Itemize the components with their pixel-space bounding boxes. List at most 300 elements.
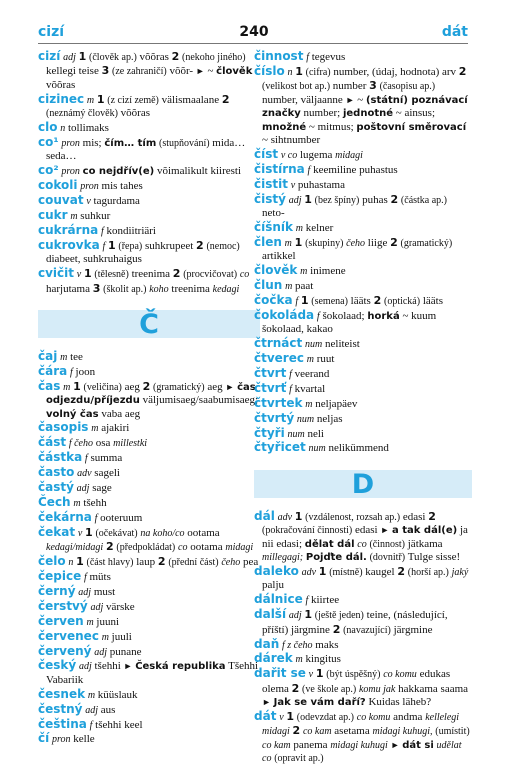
translation: ja nii edasi; [262,524,468,550]
headword: čas [38,378,61,393]
dictionary-entry [254,510,472,565]
phrase: Pojďte dál. [305,552,367,564]
part-of-speech: kedagi/midagi [46,542,104,554]
sense-number: 2 [292,724,301,738]
translation: lugema [300,148,333,161]
dictionary-entry [38,703,260,717]
part-of-speech: n [68,557,74,569]
note: (z cizí země) [107,94,159,106]
dictionary-entry [38,136,260,164]
dictionary-entry [254,608,472,637]
headword: dál [254,508,275,523]
translation: number, (údaj, hodnota) arv [333,65,457,78]
part-of-speech: adj [63,52,76,63]
headword: čtvrt [254,365,287,380]
guide-word-right: dát [441,24,468,40]
dictionary-entry [254,441,472,455]
phrase: dělat dál [304,538,355,550]
headword: další [254,607,287,622]
note: (pokračování činnosti) [262,525,353,537]
left-column [38,50,260,747]
part-of-speech: num [296,413,315,425]
headword: časopis [38,420,89,435]
translation: diabeet, suhkruhaigus [46,253,142,266]
phrase-arrow: ► [345,94,355,105]
translation: jätkama [407,537,443,550]
dictionary-entry [254,309,472,337]
phrase: poštovní směrovací [356,121,467,133]
translation: nelikümmend [328,442,389,455]
translation: osa [95,437,111,450]
headword: co¹ [38,134,59,149]
part-of-speech: midagi kuhugi [330,739,388,751]
translation: paat [295,280,314,292]
sense-number: 1 [315,667,324,681]
headword: couvat [38,193,84,208]
translation: neljas [316,412,343,425]
sense-number: 1 [295,64,303,78]
section-letter: D [351,468,375,500]
translation: edasi [355,524,378,537]
part-of-speech: udělat co [262,739,462,765]
note: (část hlavy) [86,557,134,569]
section-letter: Č [139,308,159,340]
headword: Čech [38,494,71,509]
dictionary-entry [38,209,260,223]
headword: čekárna [38,509,92,524]
phrase: horká [367,310,400,322]
header-rule [38,43,468,44]
translation: tegevus [311,51,346,63]
dictionary-entry [38,718,260,732]
part-of-speech: kedagi [212,283,240,295]
phrase: co nejdřív(e) [82,166,155,178]
dictionary-entry [254,148,472,162]
sense-number: 1 [294,509,303,523]
translation: müts [89,571,111,583]
dictionary-entry [38,421,260,435]
translation: inimene [310,265,346,278]
dictionary-entry [254,236,472,264]
sense-number: 2 [221,92,230,106]
sense-number: 1 [107,238,116,252]
note: (ještě jeden) [314,610,364,622]
headword: cizí [38,49,61,63]
phrase-arrow: ► [225,381,235,392]
note: (bez špíny) [314,194,360,206]
dictionary-entry [38,121,260,135]
dictionary-entry [38,224,260,238]
part-of-speech: f [289,368,292,380]
sense-number: 2 [171,50,180,63]
page-header [0,0,508,48]
headword: dálnice [254,592,303,607]
translation: edasi [402,510,426,523]
sense-number: 1 [76,555,84,569]
headword: čtvrtý [254,410,295,425]
sense-number: 1 [73,379,81,393]
part-of-speech: pron [61,166,80,178]
headword: čí [38,731,50,746]
dictionary-entry [38,267,260,296]
dictionary-entry [38,466,260,480]
dictionary-entry [254,50,472,64]
dictionary-entry [254,193,472,221]
headword: číst [254,146,279,161]
headword: čára [38,363,68,378]
headword: číšník [254,219,294,234]
part-of-speech: millestki [113,438,148,450]
phrase-arrow: ► [380,525,390,536]
note: (časopisu ap.) [379,81,436,93]
dictionary-entry [38,350,260,364]
translation: veerand [294,367,330,380]
note: (vzdálenost, rozsah ap.) [305,511,401,523]
dictionary-entry [38,732,260,746]
part-of-speech: adv [77,468,92,480]
part-of-speech: v co [280,149,298,161]
part-of-speech: na koho/co [140,527,185,539]
part-of-speech: f čeho [68,438,93,450]
translation: palju [262,579,284,592]
note: (odevzdat ap.) [296,712,354,724]
translation: must [93,585,116,598]
translation: juuli [111,630,132,643]
note: (stupňování) [159,137,210,149]
sense-number: 2 [142,379,151,393]
translation: järgmine [393,623,433,636]
part-of-speech: adj [76,483,90,495]
phrase: množné [262,121,307,133]
part-of-speech: m [87,689,96,701]
dictionary-entry [254,65,472,147]
translation: hakkama saama [398,682,469,695]
guide-word-left: cizí [38,24,65,40]
dictionary-entry [38,93,260,121]
part-of-speech: pron [61,137,80,149]
part-of-speech: v [77,527,83,539]
entries-c-caron [38,350,260,747]
part-of-speech: v [86,196,91,208]
note: (velikost bot ap.) [262,81,331,93]
sense-number: 2 [428,509,436,523]
translation: liige [367,236,388,249]
translation: kelle [73,733,95,746]
part-of-speech: adj [288,194,302,206]
dictionary-entry [254,352,472,366]
part-of-speech: co [239,269,250,281]
translation: ajakiri [101,422,130,435]
note: (místně) [329,567,363,578]
headword: černý [38,583,76,598]
note: (neznámý člověk) [46,108,118,120]
note: (optická) [383,295,421,307]
part-of-speech: midagi [335,149,363,161]
part-of-speech: f [295,295,299,307]
headword: čeština [38,716,87,731]
headword: cukr [38,207,68,222]
headword: čaj [38,348,58,363]
translation: juuni [96,615,120,628]
dictionary-entry [254,710,472,766]
note: (horší ap.) [407,567,449,578]
section-header-d [254,470,472,498]
headword: čtrnáct [254,336,303,351]
dictionary-entry [38,630,260,644]
part-of-speech: m [284,237,292,249]
headword: cokoli [38,178,78,193]
part-of-speech: f [289,383,292,395]
dictionary-entry [38,50,260,92]
part-of-speech: adv [277,511,293,523]
part-of-speech: co komu [383,669,417,681]
translation: sage [92,482,112,495]
translation: joon [75,365,96,378]
part-of-speech: num [308,443,326,455]
headword: částka [38,450,83,465]
part-of-speech: midagi kuhugi, [372,726,433,738]
sense-number: 1 [78,50,87,63]
part-of-speech: m [285,281,293,292]
sense-number: 2 [397,565,406,578]
translation: pea [242,556,259,569]
dictionary-entry [254,367,472,381]
part-of-speech: adj [78,661,92,673]
part-of-speech: n [287,66,293,78]
note: (opravit ap.) [274,753,324,765]
sense-number: 2 [390,192,399,206]
translation: lääts [350,294,371,307]
translation: väljumisaeg/saabumisaeg; [142,394,259,407]
dictionary-entry [254,221,472,235]
translation: sageli [94,467,120,480]
translation: treenima [131,268,171,281]
translation: ooteruum [100,511,143,524]
part-of-speech: num [305,339,323,351]
note: (gramatický) [400,237,453,249]
part-of-speech: f [83,572,87,583]
part-of-speech: co kam [262,739,291,751]
headword: cukrárna [38,222,99,237]
translation: tollimaks [67,122,109,135]
dictionary-entry [38,526,260,555]
dictionary-entry [254,163,472,177]
headword: clo [38,120,58,135]
translation: ~ ainsus; [395,107,436,120]
note: (být úspěšný) [326,669,381,681]
translation: ~ [207,65,214,78]
translation: järgmine [291,623,330,636]
sense-number: 2 [390,235,398,249]
dictionary-entry [38,555,260,569]
headword: čtverec [254,351,304,366]
translation: mis; [82,136,102,149]
note: (nemoc) [206,240,240,252]
headword: častý [38,480,74,495]
headword: člověk [254,263,298,278]
part-of-speech: m [60,351,68,363]
part-of-speech: f [84,453,88,465]
headword: část [38,435,67,450]
translation: treenima [171,282,210,295]
part-of-speech: adj [85,704,99,716]
phrase-arrow: ► [262,697,271,708]
part-of-speech: co kam [302,726,332,738]
translation: number, väljaanne [262,93,343,106]
translation: tagurdama [93,195,140,208]
note: (ze zahraničí) [112,66,167,78]
part-of-speech: adj [90,601,104,613]
translation: mida… seda… [46,136,246,163]
part-of-speech: m [73,497,81,509]
headword: co² [38,163,59,178]
translation: värske [105,600,135,613]
translation: tšehhi [94,660,121,673]
page-number: 240 [239,24,269,40]
translation: küüslauk [97,688,138,701]
part-of-speech: m [86,94,95,106]
phrase: čím… tím [104,137,157,149]
translation: suhkrupeet [145,239,194,252]
part-of-speech: jaký [451,567,469,578]
headword: čočka [254,292,293,307]
dictionary-entry [38,194,260,208]
note: (procvičovat) [183,269,238,281]
entries-c [38,50,260,296]
translation: neliteist [325,338,360,351]
part-of-speech: f [307,164,311,176]
headword: čepice [38,569,82,583]
note: (skupiny) [305,237,344,249]
part-of-speech: adv [301,567,317,578]
part-of-speech: čeho [346,237,366,249]
dictionary-entry [38,365,260,379]
phrase-arrow: ► [195,66,205,77]
phrase: (státní) poznávací značky [262,94,468,120]
part-of-speech: f [102,240,106,252]
dictionary-entry [38,451,260,465]
entries-c-caron-cont [254,50,472,456]
dictionary-entry [254,638,472,652]
translation: puhastama [297,178,345,191]
sense-number: 1 [304,192,312,206]
sense-number: 3 [369,79,377,93]
translation: ~ [357,93,364,106]
translation: neli [307,427,324,440]
part-of-speech: num [287,428,305,440]
headword: čelo [38,554,66,569]
headword: červenec [38,628,99,643]
note: (očekávat) [95,527,138,539]
dictionary-entry [254,397,472,411]
part-of-speech: co [178,542,188,554]
part-of-speech: m [70,210,78,222]
part-of-speech: adj [288,610,302,622]
part-of-speech: koho [149,283,169,295]
note: (tělesně) [94,269,129,281]
translation: kiirtee [311,594,340,607]
note: (přední část) [168,557,219,569]
dictionary-entry [38,600,260,614]
translation: asetama [334,725,370,738]
part-of-speech: f [316,310,320,322]
dictionary-entry [38,436,260,450]
phrase-arrow: ► [123,661,133,672]
note: (činnost) [369,538,405,550]
headword: český [38,658,77,673]
translation: number; [303,107,341,120]
sense-number: 1 [318,565,327,578]
note: (nekoho jiného) [182,52,246,63]
part-of-speech: v [290,179,296,191]
translation: aus [100,703,116,716]
part-of-speech: f [306,52,309,63]
headword: cizinec [38,91,85,106]
headword: cukrovka [38,237,100,252]
headword: čtvrtek [254,395,303,410]
dictionary-entry [254,382,472,396]
translation: lääts [422,294,443,307]
sense-number: 1 [85,525,93,539]
translation: tšehh [83,496,107,509]
sense-number: 3 [92,281,101,295]
translation: mis tahes [101,180,143,193]
part-of-speech: m [63,381,71,393]
part-of-speech: čeho [221,557,241,569]
translation: edukas olema [262,668,451,695]
dictionary-entry [38,615,260,629]
part-of-speech: m [295,654,303,666]
part-of-speech: m [91,423,99,435]
part-of-speech: m [101,631,109,643]
part-of-speech: v [279,712,284,724]
headword: červený [38,643,92,658]
part-of-speech: pron [51,734,71,746]
sense-number: 1 [300,293,309,307]
phrase: člověk [216,66,253,78]
part-of-speech: komu jak [358,683,396,695]
translation: kingitus [305,653,341,666]
headword: česnek [38,686,86,701]
translation: ~ sihtnumber [262,133,321,146]
translation: neto- [262,206,285,219]
sense-number: 1 [304,608,312,622]
dictionary-entry [254,337,472,351]
note: (částka ap.) [400,194,448,206]
part-of-speech: m [306,354,314,366]
note: (navazující) [343,624,391,636]
dictionary-entry [38,496,260,510]
part-of-speech: adj [94,646,108,658]
dictionary-entry [38,481,260,495]
section-header-c-caron [38,310,260,338]
part-of-speech: co [357,538,367,550]
part-of-speech: pron [80,181,99,193]
translation: ruut [316,353,335,366]
translation: võõras [46,78,76,91]
part-of-speech: f [89,719,93,731]
headword: daň [254,636,280,651]
sense-number: 1 [96,92,105,106]
dictionary-entry [38,645,260,659]
part-of-speech: n [60,123,66,135]
phrase: Česká republika [135,661,226,673]
headword: čokoláda [254,307,315,322]
dictionary-entry [254,667,472,709]
part-of-speech: m [86,616,94,628]
translation: aeg [124,380,140,393]
part-of-speech: f [100,225,104,237]
